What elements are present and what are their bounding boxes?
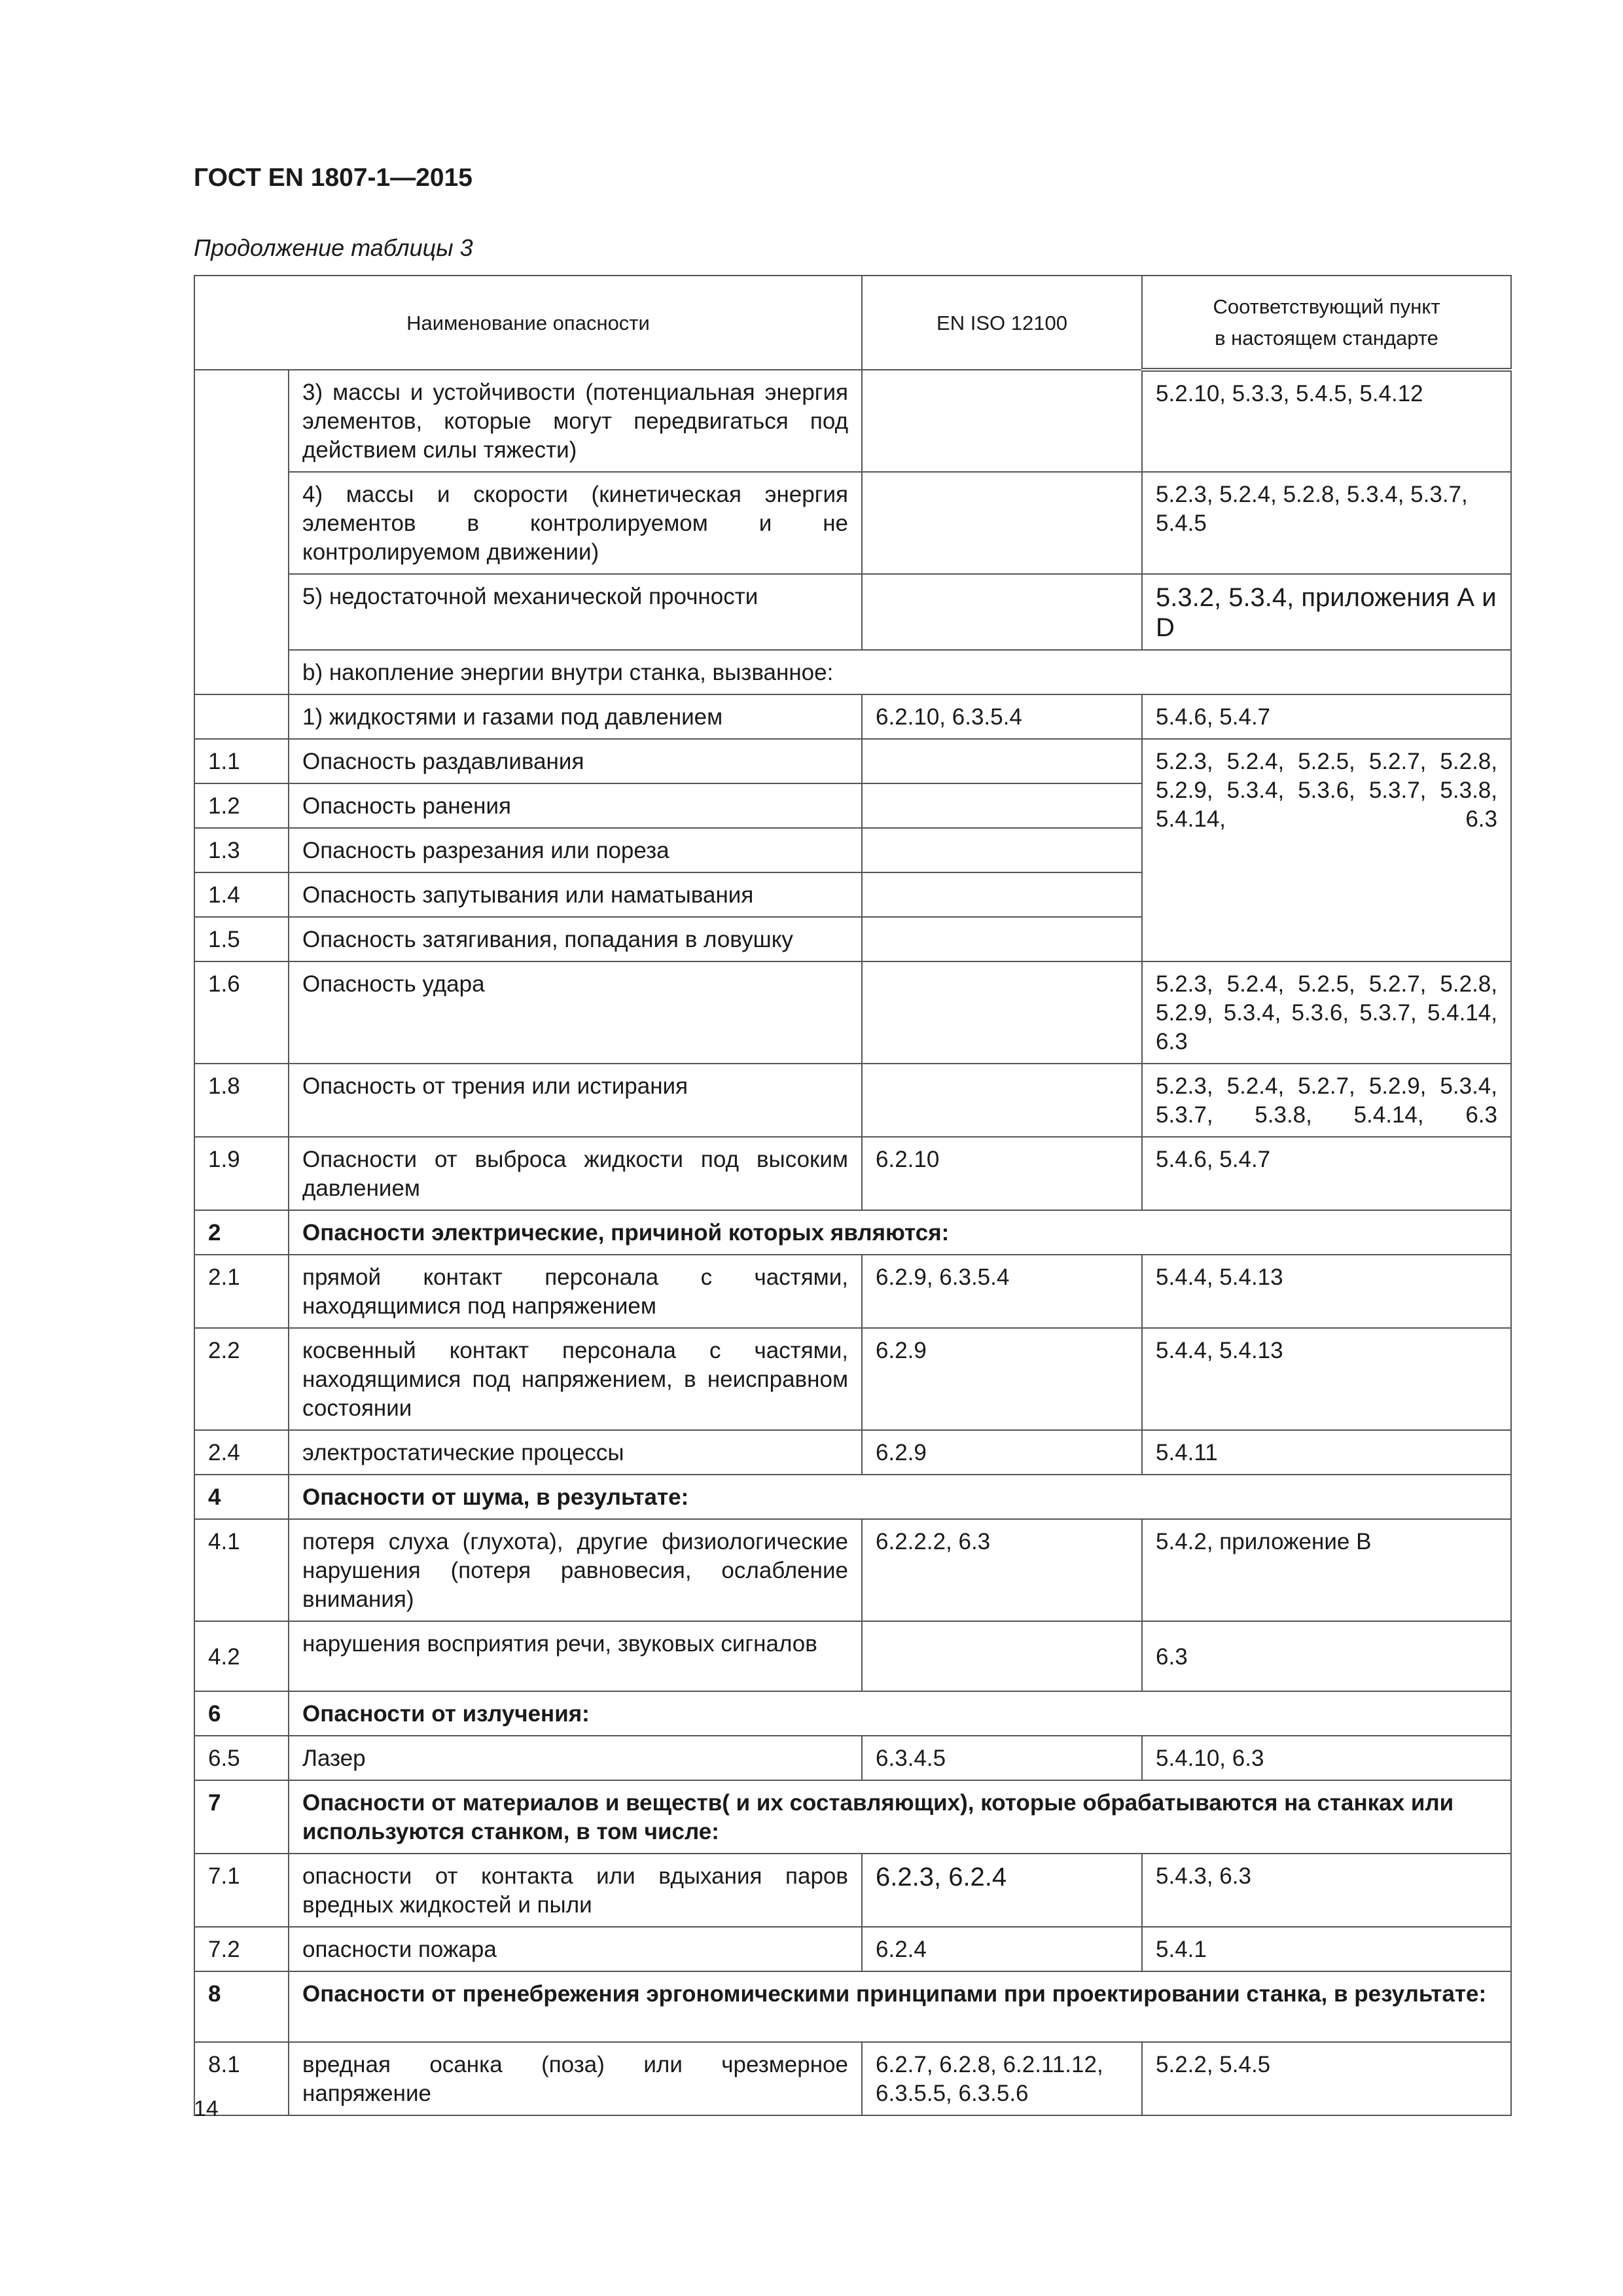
iso-clause <box>862 917 1142 961</box>
row-number: 8.1 <box>194 2042 289 2115</box>
table-row <box>194 1519 1511 1621</box>
section-number: 4 <box>194 1475 289 1519</box>
table-row <box>194 1064 1511 1137</box>
row-number: 1.1 <box>194 739 289 783</box>
iso-clause <box>862 574 1142 650</box>
standard-clause: 5.4.10, 6.3 <box>1142 1736 1511 1780</box>
table-row <box>194 1328 1511 1430</box>
hazard-description: Опасность от трения или истирания <box>289 1064 862 1137</box>
iso-clause <box>862 783 1142 828</box>
table-row <box>194 1621 1511 1691</box>
iso-clause: 6.2.9 <box>862 1328 1142 1430</box>
row-number: 7.1 <box>194 1854 289 1927</box>
hazard-description: вредная осанка (поза) или чрезмерное напряжение <box>289 2042 862 2115</box>
table-row <box>194 1255 1511 1328</box>
hazard-description: косвенный контакт персонала с частями, находящимися под напряжением, в неисправном состоянии <box>289 1328 862 1430</box>
hazard-description: Опасности от выброса жидкости под высоким давлением <box>289 1137 862 1210</box>
section-row <box>194 1780 1511 1854</box>
hazard-description: Лазер <box>289 1736 862 1780</box>
table-row <box>194 694 1511 739</box>
standard-title: ГОСТ EN 1807-1—2015 <box>194 164 473 192</box>
row-number: 1.8 <box>194 1064 289 1137</box>
section-row <box>194 1691 1511 1736</box>
row-number: 2.1 <box>194 1255 289 1328</box>
iso-clause: 6.2.9 <box>862 1430 1142 1475</box>
table-row <box>194 574 1511 650</box>
row-number: 1.2 <box>194 783 289 828</box>
row-number-empty <box>194 694 289 739</box>
hazard-description: Опасность ранения <box>289 783 862 828</box>
header-clause: Соответствующий пункт в настоящем стандарте <box>1142 276 1511 370</box>
standard-clause: 5.4.4, 5.4.13 <box>1142 1328 1511 1430</box>
hazard-description: нарушения восприятия речи, звуковых сигналов <box>289 1621 862 1691</box>
row-number: 6.5 <box>194 1736 289 1780</box>
standard-clause: 5.4.11 <box>1142 1430 1511 1475</box>
standard-clause: 6.3 <box>1142 1621 1511 1691</box>
section-title: Опасности от материалов и веществ( и их составляющих), которые обрабатываются на станках или используются станком, в том числе: <box>289 1780 1511 1854</box>
section-number: 2 <box>194 1210 289 1255</box>
row-number: 4.2 <box>194 1621 289 1691</box>
table-row <box>194 1430 1511 1475</box>
table-row <box>194 472 1511 574</box>
table-row <box>194 1736 1511 1780</box>
hazard-description: Опасность затягивания, попадания в ловушку <box>289 917 862 961</box>
table-caption: Продолжение таблицы 3 <box>194 234 473 261</box>
hazard-description: 3) массы и устойчивости (потенциальная энергия элементов, которые могут передвигаться под действием силы тяжести) <box>289 370 862 472</box>
row-number: 1.6 <box>194 961 289 1064</box>
hazard-description: Опасность раздавливания <box>289 739 862 783</box>
section-title: Опасности от излучения: <box>289 1691 1511 1736</box>
iso-clause <box>862 961 1142 1064</box>
page-number: 14 <box>194 2096 219 2121</box>
section-title: Опасности электрические, причиной которых являются: <box>289 1210 1511 1255</box>
section-title: Опасности от пренебрежения эргономическими принципами при проектировании станка, в результате: <box>289 1971 1511 2042</box>
standard-clause: 5.3.2, 5.3.4, приложения А и D <box>1142 574 1511 650</box>
standard-clause: 5.2.10, 5.3.3, 5.4.5, 5.4.12 <box>1142 370 1511 472</box>
row-number: 4.1 <box>194 1519 289 1621</box>
section-number: 6 <box>194 1691 289 1736</box>
section-row <box>194 1971 1511 2042</box>
table-row <box>194 370 1511 472</box>
hazard-description: Опасность запутывания или наматывания <box>289 872 862 917</box>
iso-clause: 6.3.4.5 <box>862 1736 1142 1780</box>
header-hazard: Наименование опасности <box>194 276 862 370</box>
iso-clause <box>862 472 1142 574</box>
hazard-description: опасности от контакта или вдыхания паров вредных жидкостей и пыли <box>289 1854 862 1927</box>
iso-clause: 6.2.9, 6.3.5.4 <box>862 1255 1142 1328</box>
iso-clause: 6.2.10 <box>862 1137 1142 1210</box>
row-number: 1.3 <box>194 828 289 872</box>
standard-clause: 5.4.1 <box>1142 1927 1511 1971</box>
iso-clause <box>862 739 1142 783</box>
hazard-description: b) накопление энергии внутри станка, вызванное: <box>289 650 1511 694</box>
iso-clause <box>862 828 1142 872</box>
iso-clause <box>862 1064 1142 1137</box>
standard-clause: 5.4.2, приложение В <box>1142 1519 1511 1621</box>
standard-clause: 5.2.2, 5.4.5 <box>1142 2042 1511 2115</box>
iso-clause <box>862 872 1142 917</box>
standard-clause: 5.2.3, 5.2.4, 5.2.7, 5.2.9, 5.3.4, 5.3.7, 5.3.8, 5.4.14, 6.3 <box>1142 1064 1511 1137</box>
iso-clause: 6.2.10, 6.3.5.4 <box>862 694 1142 739</box>
section-row <box>194 1475 1511 1519</box>
table-row <box>194 961 1511 1064</box>
standard-clause: 5.4.4, 5.4.13 <box>1142 1255 1511 1328</box>
section-title: Опасности от шума, в результате: <box>289 1475 1511 1519</box>
hazard-description: Опасность удара <box>289 961 862 1064</box>
hazard-description: опасности пожара <box>289 1927 862 1971</box>
iso-clause: 6.2.2.2, 6.3 <box>862 1519 1142 1621</box>
table-row <box>194 650 1511 694</box>
iso-clause: 6.2.3, 6.2.4 <box>862 1854 1142 1927</box>
hazard-description: электростатические процессы <box>289 1430 862 1475</box>
table-row <box>194 1927 1511 1971</box>
standard-clause: 5.2.3, 5.2.4, 5.2.8, 5.3.4, 5.3.7, 5.4.5 <box>1142 472 1511 574</box>
hazard-table <box>194 275 1512 2116</box>
row-number: 2.2 <box>194 1328 289 1430</box>
table-row <box>194 1137 1511 1210</box>
header-iso: EN ISO 12100 <box>862 276 1142 370</box>
iso-clause: 6.2.4 <box>862 1927 1142 1971</box>
standard-clause: 5.4.6, 5.4.7 <box>1142 694 1511 739</box>
row-number: 7.2 <box>194 1927 289 1971</box>
row-number: 1.9 <box>194 1137 289 1210</box>
iso-clause <box>862 1621 1142 1691</box>
row-number: 1.4 <box>194 872 289 917</box>
section-row <box>194 1210 1511 1255</box>
hazard-description: 1) жидкостями и газами под давлением <box>289 694 862 739</box>
standard-clause: 5.4.6, 5.4.7 <box>1142 1137 1511 1210</box>
hazard-description: 5) недостаточной механической прочности <box>289 574 862 650</box>
row-number: 2.4 <box>194 1430 289 1475</box>
table-header-row <box>194 276 1511 370</box>
iso-clause: 6.2.7, 6.2.8, 6.2.11.12, 6.3.5.5, 6.3.5.6 <box>862 2042 1142 2115</box>
hazard-description: потеря слуха (глухота), другие физиологические нарушения (потеря равновесия, ослабление внимания) <box>289 1519 862 1621</box>
row-number-empty <box>194 370 289 694</box>
iso-clause <box>862 370 1142 472</box>
hazard-description: прямой контакт персонала с частями, находящимися под напряжением <box>289 1255 862 1328</box>
section-number: 8 <box>194 1971 289 2042</box>
hazard-description: Опасность разрезания или пореза <box>289 828 862 872</box>
standard-clause: 5.4.3, 6.3 <box>1142 1854 1511 1927</box>
hazard-description: 4) массы и скорости (кинетическая энергия элементов в контролируемом и не контролируемом движении) <box>289 472 862 574</box>
standard-clause: 5.2.3, 5.2.4, 5.2.5, 5.2.7, 5.2.8, 5.2.9, 5.3.4, 5.3.6, 5.3.7, 5.4.14, 6.3 <box>1142 961 1511 1064</box>
standard-clause: 5.2.3, 5.2.4, 5.2.5, 5.2.7, 5.2.8, 5.2.9, 5.3.4, 5.3.6, 5.3.7, 5.3.8, 5.4.14, 6.3 <box>1142 739 1511 961</box>
table-row <box>194 1854 1511 1927</box>
row-number: 1.5 <box>194 917 289 961</box>
section-number: 7 <box>194 1780 289 1854</box>
table-row <box>194 739 1511 783</box>
table-row <box>194 2042 1511 2115</box>
